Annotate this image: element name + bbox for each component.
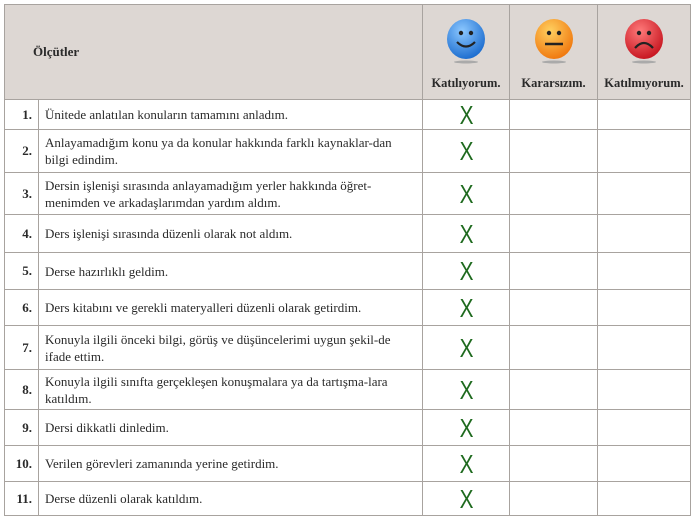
table-row (5, 253, 691, 290)
row-number: 3. (5, 173, 39, 215)
row-number: 1. (5, 100, 39, 130)
criterion-text: Dersin işlenişi sırasında anlayamadığım yerler hakkında öğret-menimden ve arkadaşlarımdan yardım aldım. (39, 173, 423, 215)
undecided-cell[interactable] (510, 215, 598, 253)
agree-cell[interactable]: X (431, 173, 501, 215)
disagree-label: Katılmıyorum. (604, 76, 684, 90)
happy-face-icon (445, 18, 487, 64)
row-number: 5. (5, 253, 39, 290)
undecided-cell[interactable] (510, 290, 598, 326)
criterion-text: Dersi dikkatli dinledim. (39, 410, 423, 446)
header-row (5, 5, 691, 100)
agree-cell[interactable]: X (431, 253, 501, 290)
undecided-cell[interactable] (510, 173, 598, 215)
table-row (5, 370, 691, 410)
undecided-cell[interactable] (510, 446, 598, 482)
undecided-cell[interactable] (510, 370, 598, 410)
agree-cell[interactable]: X (431, 290, 501, 326)
neutral-face-icon (533, 18, 575, 64)
disagree-cell[interactable] (598, 130, 691, 173)
self-assessment-table (4, 4, 691, 516)
agree-cell[interactable]: X (431, 410, 501, 446)
criterion-text: Derse hazırlıklı geldim. (39, 253, 423, 290)
agree-cell[interactable]: X (431, 482, 501, 516)
agree-cell[interactable]: X (431, 100, 501, 130)
undecided-cell[interactable] (510, 410, 598, 446)
row-number: 11. (5, 482, 39, 516)
row-number: 2. (5, 130, 39, 173)
criteria-header: Ölçütler (5, 5, 423, 100)
table-row (5, 173, 691, 215)
undecided-header (510, 5, 598, 100)
disagree-cell[interactable] (598, 446, 691, 482)
agree-label: Katılıyorum. (431, 76, 501, 90)
agree-cell[interactable]: X (431, 370, 501, 410)
disagree-cell[interactable] (598, 253, 691, 290)
sad-face-icon (623, 18, 665, 64)
criterion-text: Konuyla ilgili önceki bilgi, görüş ve düşüncelerimi uygun şekil-de ifade ettim. (39, 326, 423, 370)
table-row (5, 100, 691, 130)
criterion-text: Derse düzenli olarak katıldım. (39, 482, 423, 516)
criterion-text: Ders kitabını ve gerekli materyalleri düzenli olarak getirdim. (39, 290, 423, 326)
agree-cell[interactable]: X (431, 130, 501, 173)
table-row (5, 410, 691, 446)
agree-cell[interactable]: X (431, 326, 501, 370)
disagree-header (598, 5, 691, 100)
table-row (5, 326, 691, 370)
undecided-cell[interactable] (510, 100, 598, 130)
criterion-text: Konuyla ilgili sınıfta gerçekleşen konuşmalara ya da tartışma-lara katıldım. (39, 370, 423, 410)
table-row (5, 446, 691, 482)
undecided-cell[interactable] (510, 482, 598, 516)
table-row (5, 130, 691, 173)
row-number: 4. (5, 215, 39, 253)
row-number: 9. (5, 410, 39, 446)
row-number: 8. (5, 370, 39, 410)
row-number: 7. (5, 326, 39, 370)
table-row (5, 482, 691, 516)
table-row (5, 290, 691, 326)
agree-cell[interactable]: X (431, 446, 501, 482)
disagree-cell[interactable] (598, 100, 691, 130)
disagree-cell[interactable] (598, 173, 691, 215)
row-number: 10. (5, 446, 39, 482)
disagree-cell[interactable] (598, 482, 691, 516)
disagree-cell[interactable] (598, 326, 691, 370)
disagree-cell[interactable] (598, 410, 691, 446)
criterion-text: Ders işlenişi sırasında düzenli olarak not aldım. (39, 215, 423, 253)
criterion-text: Ünitede anlatılan konuların tamamını anladım. (39, 100, 423, 130)
agree-header (423, 5, 510, 100)
undecided-cell[interactable] (510, 253, 598, 290)
agree-cell[interactable]: X (431, 215, 501, 253)
disagree-cell[interactable] (598, 290, 691, 326)
criterion-text: Anlayamadığım konu ya da konular hakkında farklı kaynaklar-dan bilgi edindim. (39, 130, 423, 173)
criterion-text: Verilen görevleri zamanında yerine getirdim. (39, 446, 423, 482)
undecided-cell[interactable] (510, 130, 598, 173)
disagree-cell[interactable] (598, 215, 691, 253)
disagree-cell[interactable] (598, 370, 691, 410)
table-row (5, 215, 691, 253)
row-number: 6. (5, 290, 39, 326)
undecided-cell[interactable] (510, 326, 598, 370)
undecided-label: Kararsızım. (521, 76, 586, 90)
